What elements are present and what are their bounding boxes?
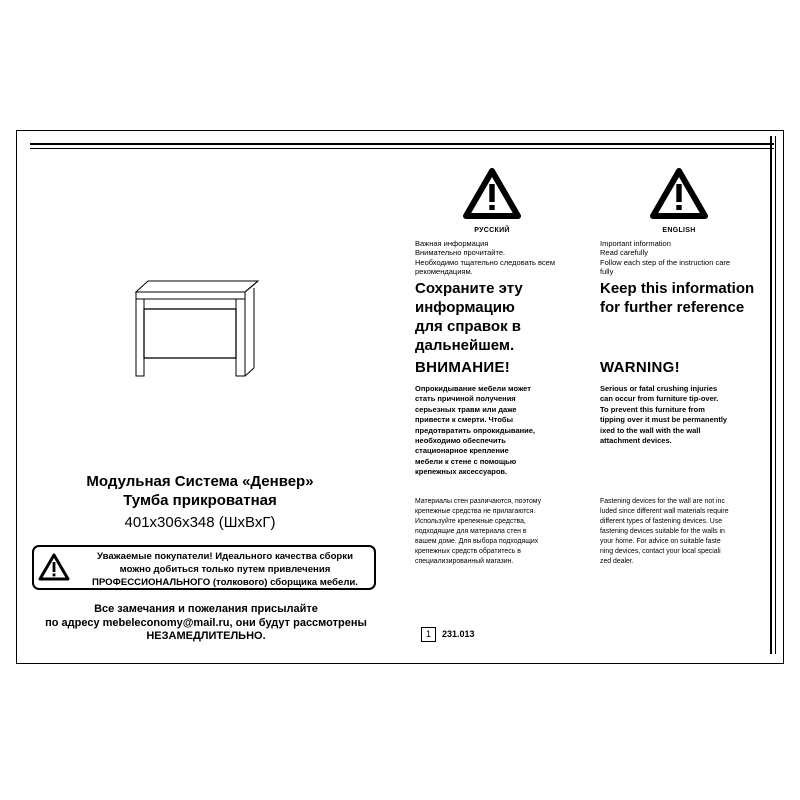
en-language-label: ENGLISH bbox=[662, 227, 696, 234]
document-code: 231.013 bbox=[442, 629, 475, 639]
product-subtitle: Тумба прикроватная bbox=[123, 492, 277, 509]
nightstand-illustration bbox=[130, 275, 260, 385]
warning-triangle-icon bbox=[462, 168, 522, 220]
en-keep-info: Keep this information for further reference bbox=[600, 280, 755, 316]
ru-warning-text: Опрокидывание мебели может стать причиной получения серьезных травм или даже привести к смерти. Чтобы предотвратить опрокидывание, необходимо обеспечить стационарное крепление мебели к стене с помощью крепежных аксессуаров. bbox=[415, 384, 536, 477]
ru-language-label: РУССКИЙ bbox=[474, 227, 510, 234]
ru-warning bbox=[452, 168, 532, 234]
en-warning bbox=[639, 168, 719, 234]
ru-keep-info: Сохраните эту информацию для справок в дальнейшем. bbox=[415, 280, 523, 354]
contact-info: Все замечания и пожелания присылайте по адресу mebeleconomy@mail.ru, они будут рассмотрены НЕЗАМЕДЛИТЕЛЬНО. bbox=[45, 603, 367, 642]
en-fastening-text: Fastening devices for the wall are not inc luded since different wall materials require different types of fastening devices. Use fastening devices suitable for the walls in your home. For advice on suitable faste ning devices, contact your local speciali zed dealer. bbox=[600, 498, 729, 565]
top-rule-1 bbox=[30, 143, 774, 145]
notice-text: Уважаемые покупатели! Идеального качества сборки можно добиться только путем привлечения ПРОФЕССИОНАЛЬНОГО (толкового) сборщика мебели. bbox=[92, 551, 358, 588]
top-rule-2 bbox=[30, 148, 774, 149]
page-number: 1 bbox=[421, 627, 436, 642]
en-intro: Important information Read carefully Follow each step of the instruction care fully bbox=[600, 239, 731, 277]
en-warning-text: Serious or fatal crushing injuries can occur from furniture tip-over. To prevent this furniture from tipping over it must be permanently ixed to the wall with the wall attachment devices. bbox=[600, 384, 728, 446]
warning-triangle-icon bbox=[649, 168, 709, 220]
warning-triangle-icon bbox=[38, 553, 70, 582]
ru-warning-title: ВНИМАНИЕ! bbox=[415, 359, 511, 376]
ru-fastening-text: Материалы стен различаются, поэтому крепежные средства не прилагаются. Используйте крепежные средства, подходящие для материала стен в вашем доме. Для выбора подходящих крепежных средств обратитесь в специализированный магазин. bbox=[415, 498, 542, 565]
ru-intro: Важная информация Внимательно прочитайте. Необходимо тщательно следовать всем рекомендациям. bbox=[415, 239, 556, 277]
product-title: Модульная Система «Денвер» bbox=[86, 473, 314, 490]
notice-box bbox=[32, 545, 376, 590]
product-dimensions: 401x306x348 (ШхВхГ) bbox=[124, 514, 276, 531]
en-warning-title: WARNING! bbox=[600, 359, 680, 376]
